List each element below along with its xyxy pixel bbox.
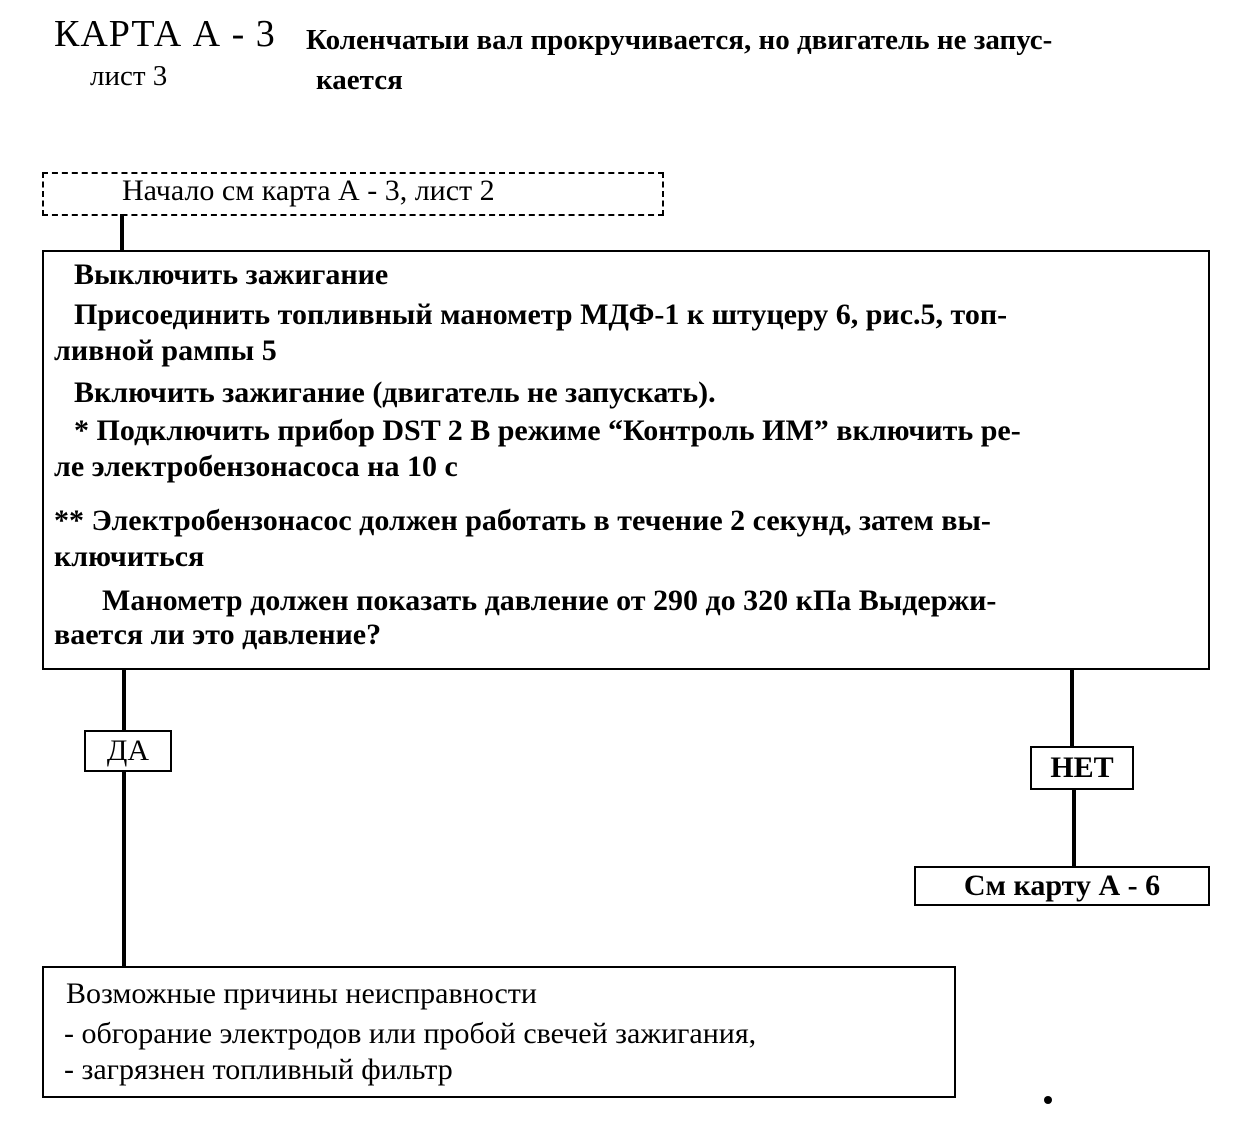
- cause-item: - загрязнен топливный фильтр: [64, 1053, 453, 1086]
- yes-label: ДА: [84, 730, 172, 772]
- instruction-line: ** Электробензонасос должен работать в течение 2 секунд, затем вы-: [54, 504, 991, 537]
- no-label: НЕТ: [1030, 746, 1134, 790]
- scan-artifact-dot: [1044, 1096, 1052, 1104]
- sheet-number: лист 3: [90, 60, 168, 92]
- card-code: КАРТА А - 3: [54, 13, 276, 55]
- start-reference-text: Начало см карта А - 3, лист 2: [122, 174, 495, 207]
- card-title-line-1: Коленчатыи вал прокручивается, но двигатель не запус-: [306, 24, 1053, 56]
- instruction-line: Включить зажигание (двигатель не запускать).: [74, 376, 716, 409]
- instruction-line: * Подключить прибор DST 2 В режиме “Контроль ИМ” включить ре-: [74, 414, 1021, 447]
- instruction-line: Выключить зажигание: [74, 258, 389, 291]
- connector-start-to-main: [120, 214, 124, 252]
- card-title: [306, 20, 1206, 100]
- connector-yes-lower: [122, 770, 126, 968]
- instruction-line: Присоединить топливный манометр МДФ-1 к штуцеру 6, рис.5, топ-: [74, 298, 1008, 331]
- connector-no-upper: [1070, 668, 1074, 748]
- card-title-line-2: кается: [316, 64, 403, 96]
- instruction-line: ключиться: [54, 540, 205, 573]
- causes-heading: Возможные причины неисправности: [66, 977, 537, 1010]
- connector-no-lower: [1072, 788, 1076, 868]
- instruction-line: ливной рампы 5: [54, 334, 277, 367]
- instruction-line: Манометр должен показать давление от 290 до 320 кПа Выдержи-: [102, 584, 997, 617]
- see-card-a6-box: См карту А - 6: [914, 866, 1210, 906]
- instruction-line: вается ли это давление?: [54, 618, 382, 651]
- instruction-line: ле электробензонасоса на 10 с: [54, 450, 458, 483]
- cause-item: - обгорание электродов или пробой свечей зажигания,: [64, 1017, 757, 1050]
- connector-yes-upper: [122, 668, 126, 732]
